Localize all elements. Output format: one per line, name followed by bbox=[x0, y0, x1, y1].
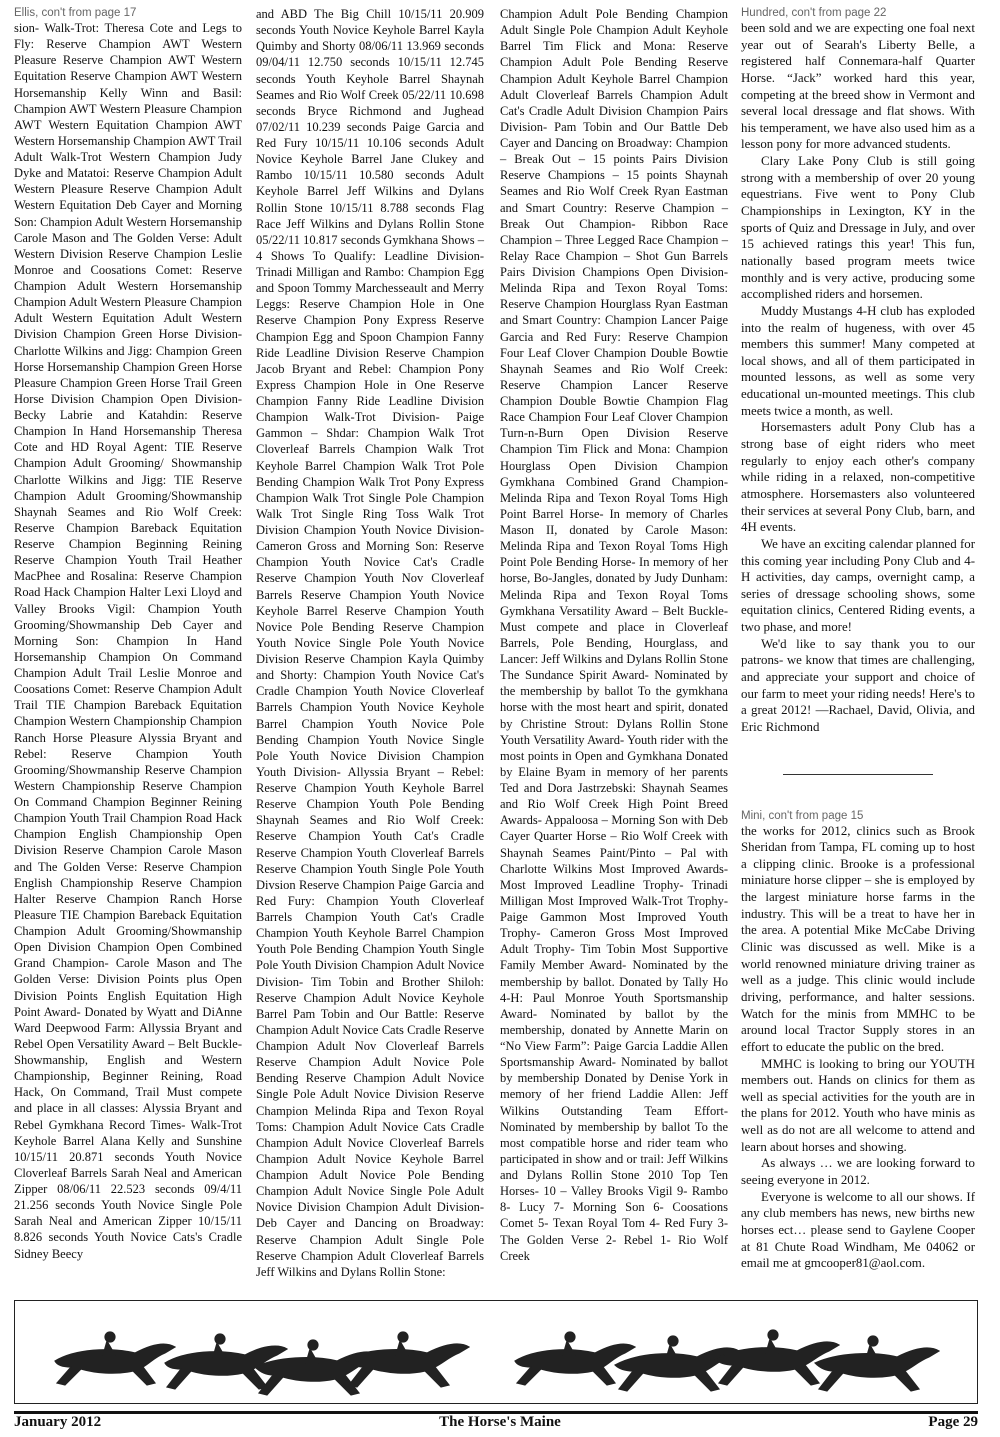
paragraph: Everyone is welcome to all our shows. If any club members has news, new births new horses ect… please send to Gaylene Cooper at 81 Chute Road Windham, Me 04062 or email me at gmcooper81@aol.com. bbox=[741, 1189, 975, 1271]
column-4 bbox=[741, 6, 975, 1272]
paragraph: the works for 2012, clinics such as Brook Sheridan from Tampa, FL coming up to host a clipping clinic. Brooke is a professional miniature horse clipper – she is employed by the largest miniature horse farms in the industry. This will be a treat to have her in the area. A potential Mike McCabe Driving Clinic was discussed as well. Mike is a world renowned miniature driving trainer as well as a judge. This clinic would include driving, performance, and halter sessions. Watch for the minis from MMHC to be around local Tractor Supply stores in an effort to educate the public on the bred. bbox=[741, 823, 975, 1054]
column-3 bbox=[500, 6, 728, 1264]
continued-from-label: Mini, con't from page 15 bbox=[741, 809, 864, 822]
column-2 bbox=[256, 6, 484, 1280]
footer-page-number: Page 29 bbox=[928, 1414, 978, 1430]
section-divider bbox=[783, 774, 933, 775]
continued-from-label: Hundred, con't from page 22 bbox=[741, 7, 887, 19]
footer-date: January 2012 bbox=[14, 1414, 102, 1430]
paragraph: We'd like to say thank you to our patrons- we know that times are challenging, and appreciate your support and choice of our farm to meet your riding needs! Here's to a great 2012! —Rachael, David, Olivia, and Eric Richmond bbox=[741, 636, 975, 734]
paragraph: Horsemasters adult Pony Club has a strong base of eight riders who meet regularly to enjoy each other's company while riding in a relaxed, non-competitive atmosphere. Horsemasters also volunteered their services at several Pony Club, barn, and 4H events. bbox=[741, 420, 975, 535]
paragraph: As always … we are looking forward to seeing everyone in 2012. bbox=[741, 1156, 975, 1187]
paragraph: Clary Lake Pony Club is still going strong with a membership of over 20 young equestrians. Five went to Pony Club Championships in Lexington, KY in the sports of Quiz and Dressage in July, and over 15 achieved ratings this year! This fun, nationally based program meets twice monthly and is very active, producing some accomplished riders and horsemen. bbox=[741, 154, 975, 302]
column-2-text: and ABD The Big Chill 10/15/11 20.909 seconds Youth Novice Keyhole Barrel Kayla Quimby and Shorty 08/06/11 13.969 seconds 09/04/11 12.750 seconds 10/15/11 12.745 seconds Youth Keyhole Barrel Shaynah Seames and Rio Wolf Creek 05/22/11 10.698 seconds Bryce Richmond and Jughead 07/02/11 10.239 seconds Paige Garcia and Red Fury 10/15/11 10.106 seconds Adult Novice Keyhole Barrel Jane Clukey and Rambo 10/15/11 10.580 seconds Adult Keyhole Barrel Jeff Wilkins and Dylans Rollin Stone 10/15/11 8.788 seconds Flag Race Jeff Wilkins and Dylans Rollin Stone 05/22/11 10.817 seconds Gymkhana Shows – 4 Shows To Qualify: Leadline Division- Trinadi Milligan and Rambo: Champion Egg and Spoon Tommy Marchesseault and Merry Leggs: Reserve Champion Hole in One Reserve Champion Pony Express Reserve Champion Egg and Spoon Champion Fanny Ride Leadline Division Reserve Champion Jacob Bryant and Rebel: Champion Pony Express Champion Hole in One Reserve Champion Fanny Ride Leadline Division Champion Walk-Trot Division- Paige Gammon – Shdar: Champion Walk Trot Cloverleaf Barrels Champion Walk Trot Keyhole Barrel Champion Walk Trot Pole Bending Champion Walk Trot Pony Express Champion Walk Trot Single Pole Champion Walk Trot Single Ring Toss Walk Trot Division Champion Youth Novice Division- Cameron Gross and Morning Son: Reserve Champion Youth Novice Cat's Cradle Reserve Champion Youth Nov Cloverleaf Barrels Reserve Champion Youth Novice Keyhole Barrel Reserve Champion Youth Novice Pole Bending Reserve Champion Youth Novice Single Pole Youth Novice Division Reserve Champion Kayla Quimby and Shorty: Champion Youth Novice Cat's Cradle Champion Youth Novice Cloverleaf Barrels Champion Youth Novice Keyhole Barrel Champion Youth Novice Pole Bending Champion Youth Novice Single Pole Youth Novice Division Champion Youth Division- Allyssia Bryant – Rebel: Reserve Champion Youth Keyhole Barrel Reserve Champion Youth Pole Bending Shaynah Seames and Rio Wolf Creek: Reserve Champion Youth Cat's Cradle Reserve Champion Youth Cloverleaf Barrels Reserve Champion Youth Single Pole Youth Divsion Reserve Champion Paige Garcia and Red Fury: Champion Youth Cloverleaf Barrels Champion Youth Cat's Cradle Champion Youth Keyhole Barrel Champion Youth Pole Bending Champion Youth Single Pole Youth Division Champion Adult Novice Division- Tim Tobin and Brother Shiloh: Reserve Champion Adult Novice Keyhole Barrel Pam Tobin and Our Battle: Reserve Champion Adult Novice Cats Cradle Reserve Champion Adult Nov Cloverleaf Barrels Reserve Champion Adult Novice Pole Bending Reserve Champion Adult Novice Single Pole Adult Novice Division Reserve Champion Melinda Ripa and Texon Royal Toms: Champion Adult Novice Cats Cradle Champion Adult Novice Cloverleaf Barrels Champion Adult Novice Keyhole Barrel Champion Adult Novice Pole Bending Champion Adult Novice Single Pole Adult Novice Division Champion Adult Division- Deb Cayer and Dancing on Broadway: Reserve Champion Adult Single Pole Reserve Champion Adult Cloverleaf Barrels Jeff Wilkins and Dylans Rollin Stone: bbox=[256, 7, 484, 1279]
column-3-text: Champion Adult Pole Bending Champion Adult Single Pole Champion Adult Keyhole Barrel Tim Flick and Mona: Reserve Champion Adult Pole Bending Reserve Champion Adult Keyhole Barrel Champion Adult Cloverleaf Barrels Champion Adult Cat's Cradle Adult Division Champion Pairs Division- Pam Tobin and Our Battle Deb Cayer and Dancing on Broadway: Champion – Break Out – 15 points Pairs Division Reserve Champions – 15 points Shaynah Seames and Rio Wolf Creek Ryan Eastman and Smart Country: Reserve Champion – Break Out Champion- Ribbon Race Champion – Three Legged Race Champion – Relay Race Champion – Shot Gun Barrels Pairs Division Champions Open Division- Melinda Ripa and Texon Royal Toms: Reserve Champion Hourglass Ryan Eastman and Smart Country: Champion Lancer Paige Garcia and Red Fury: Reserve Champion Four Leaf Clover Champion Double Bowtie Shaynah Seames and Rio Wolf Creek: Reserve Champion Lancer Reserve Champion Double Bowtie Champion Flag Race Champion Four Leaf Clover Champion Turn-n-Burn Open Division Reserve Champion Tim Flick and Mona: Champion Hourglass Open Division Champion Gymkhana Combined Grand Champion- Melinda Ripa and Texon Royal Toms High Point Barrel Horse- In memory of Charles Mason II, donated by Carole Mason: Melinda Ripa and Texon Royal Toms High Point Pole Bending Horse- In memory of her horse, Bo-Jangles, donated by Judy Dunham: Melinda Ripa and Texon Royal Toms Gymkhana Versatility Award – Belt Buckle- Must compete and place in Cloverleaf Barrels, Pole Bending, Hourglass, and Lancer: Jeff Wilkins and Dylans Rollin Stone The Sundance Spirit Award- Nominated by the membership by ballot To the gymkhana horse with the most heart and spirit, donated by Christine Strout: Dylans Rollin Stone Youth Versatility Award- Youth rider with the most points in Open and Gymkhana Donated by Elaine Byam in memory of her parents Ted and Dora Jastrzebski: Shaynah Seames and Rio Wolf Creek High Point Breed Awards- Appaloosa – Morning Son with Deb Cayer Quarter Horse – Rio Wolf Creek with Shaynah Seames Paint/Pinto – Pal with Charlotte Wilkins Most Improved Awards- Most Improved Leadline Trophy- Trinadi Milligan Most Improved Walk-Trot Trophy- Paige Gammon Most Improved Youth Trophy- Cameron Gross Most Improved Adult Trophy- Tim Tobin Most Supportive Family Member Award- Nominated by the membership by ballot. Donated by Tally Ho 4-H: Paul Monroe Youth Sportsmanship Award- Nominated by ballot by the membership, donated by Annette Marin on “No View Farm”: Paige Garcia Laddie Allen Sportsmanship Award- Nominated by ballot by membership Donated by Denise York in memory of her friend Laddie Allen: Jeff Wilkins Outstanding Team Effort- Nominated by membership by ballot To the most compatible horse and rider team who participated in show and or trail: Jeff Wilkins and Dylans Rollin Stone 2010 Top Ten Horses- 10 – Valley Brooks Vigil 9- Rambo 8- Lucy 7- Morning Son 6- Coosations Comet 5- Texan Royal Tom 4- Red Fury 3- The Golden Verse 2- Rebel 1- Rio Wolf Creek bbox=[500, 7, 728, 1263]
column-1-text: sion- Walk-Trot: Theresa Cote and Legs to Fly: Reserve Champion AWT Western Pleasure Reserve Champion AWT Western Equitation Reserve Champion AWT Western Horsemanship Kelly Winn and Basil: Champion AWT Western Pleasure Champion AWT Western Equitation Champion AWT Western Horsemanship Champion AWT Trail Adult Walk-Trot Western Champion Judy Dyke and Matatoi: Reserve Champion Adult Western Pleasure Reserve Champion Adult Western Equitation Deb Cayer and Morning Son: Champion Adult Western Horsemanship Carole Mason and The Golden Verse: Adult Western Division Reserve Champion Leslie Monroe and Coosations Comet: Reserve Champion Adult Western Horsemanship Champion Adult Western Pleasure Champion Adult Western Equitation Adult Western Division Champion Green Horse Division- Charlotte Wilkins and Jigg: Champion Green Horse Horsemanship Champion Green Horse Pleasure Champion Green Horse Trail Green Horse Division Champion Open Division- Becky Labrie and Katahdin: Reserve Champion In Hand Horsemanship Theresa Cote and HD Royal Agent: TIE Reserve Champion Adult Grooming/ Showmanship Charlotte Wilkins and Jigg: TIE Reserve Champion Adult Grooming/Showmanship Shaynah Seames and Rio Wolf Creek: Reserve Champion Bareback Equitation Reserve Champion Beginning Reining Reserve Champion Youth Trail Heather MacPhee and Rosalina: Reserve Champion Road Hack Champion Halter Lexi Lloyd and Valley Brooks Vigil: Champion Youth Grooming/Showmanship Deb Cayer and Morning Son: Champion In Hand Horsemanship Champion On Command Champion Adult Trail Leslie Monroe and Coosations Comet: Reserve Champion Adult Trail TIE Champion Bareback Equitation Champion Western Championship Champion Ranch Horse Pleasure Alyssia Bryant and Rebel: Reserve Champion Youth Grooming/Showmanship Reserve Champion Western Championship Reserve Champion On Command Champion Beginner Reining Champion Youth Trail Champion Road Hack Champion English Championship Open Division Reserve Champion Carole Mason and The Golden Verse: Reserve Champion English Championship Reserve Champion Halter Reserve Champion Ranch Horse Pleasure TIE Champion Bareback Equitation Champion Adult Grooming/Showmanship Open Division Champion Open Combined Grand Champion- Carole Mason and The Golden Verse: Division Points plus Open Division Points English Equitation High Point Award- Donated by Wyatt and DiAnne Ward Deepwood Farm: Allyssia Bryant and Rebel Open Versatility Award – Belt Buckle- Showmanship, English and Western Championship, Beginner Reining, Road Hack, On Command, Trail Must compete and place in all classes: Alyssia Bryant and Rebel Gymkhana Record Times- Walk-Trot Keyhole Barrel Alana Kelly and Sunshine 10/15/11 20.871 seconds Youth Novice Cloverleaf Barrels Sarah Neal and American Zipper 08/06/11 22.523 seconds 09/4/11 21.256 seconds Youth Novice Single Pole Sarah Neal and American Zipper 10/15/11 8.826 seconds Youth Novice Cats's Cradle Sidney Beecy bbox=[14, 21, 242, 1261]
continued-from-label: Ellis, con't from page 17 bbox=[14, 7, 137, 19]
column-1 bbox=[14, 6, 242, 1262]
paragraph: MMHC is looking to bring our YOUTH members out. Hands on clinics for them as well as special activities for the youth are in the plans for 2012. Youth who have minis as well as do not are all welcome to attend and learn about horses and showing. bbox=[741, 1056, 975, 1154]
racing-horses-illustration bbox=[14, 1300, 978, 1404]
racing-horses-icon bbox=[15, 1301, 977, 1403]
paragraph: Muddy Mustangs 4-H club has exploded into the realm of hugeness, with over 45 members this summer! Many competed at local shows, and all of them participated in mounted lessons, as well as some very educational un-mounted meetings. This club meets twice a month, as well. bbox=[741, 303, 975, 418]
paragraph: We have an exciting calendar planned for this coming year including Pony Club and 4-H activities, day camps, overnight camp, a series of dressage schooling shows, some equitation clinics, Centered Riding events, a two phase, and more! bbox=[741, 536, 975, 635]
paragraph: been sold and we are expecting one foal next year out of Searah's Liberty Belle, a registered half Connemara-half Quarter Horse. “Jack” worked hard this year, competing at the breed show in Vermont and several local dressage and flat shows. With his temperament, we have also used him as a lesson pony for more advanced students. bbox=[741, 21, 975, 152]
footer-publication-name: The Horse's Maine bbox=[439, 1414, 561, 1430]
